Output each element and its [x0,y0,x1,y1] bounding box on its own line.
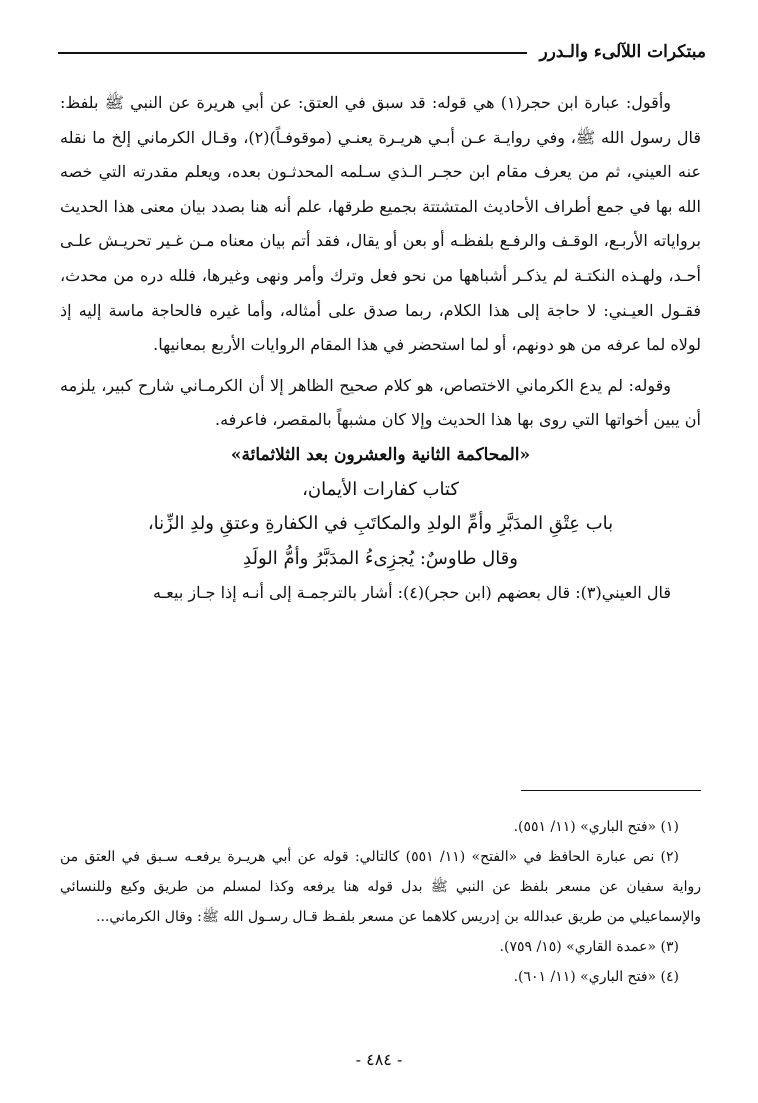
book-heading: كتاب كفارات الأيمان، [302,478,459,500]
paragraph-1: وأقول: عبارة ابن حجر(١) هي قوله: قد سبق في العتق: عن أبي هريرة عن النبي ﷺ بلفظ: قال رسول الله ﷺ، وفي روايـة عـن أبـي هريـرة يعنـي (موقوفـاً)(٢)، وقـال الكرماني إلخ ما نقله عنه العيني، ثم من يعرف مقام ابن حجـر الـذي سـلمه المحدثـون بعده، ويعلم مقدرته التي خصه الله بها في جمع أطراف الأحاديث المتشتتة بجميع طرقها، علم أنه هنا بصدد بيان معنى هذا الحديث برواياته الأربـع، الوقـف والرفـع بلفظـه أو بعن أو يقال، فقد أتم بيان معناه مـن غـير تحريـش علـى أحـد، ولهـذه النكتـة لم يذكـر أشباهها من نحو فعل وترك وأمر ونهى وغيرها، فلله دره من محدث، فقـول العيـني: لا حاجة إلى هذا الكلام، ربما صدق على أمثاله، وأما غيره فالحاجة ماسة إليه إذ لولاه لما عرفه من هو دونهم، أو لما استحضر في هذا المقام الروايات الأربع بمعانيها. [60,93,702,355]
footnotes [60,812,701,992]
chapter-heading: باب عِتْقِ المدَبَّرِ وأمِّ الولدِ والمكاتَبِ في الكفارةِ وعتقِ ولدِ الزِّنا، [147,513,614,535]
book-title: مبتكرات اللآلىء والـدرر [539,42,706,62]
footnote-rule [521,790,701,791]
paragraph-2: وقوله: لم يدع الكرماني الاختصاص، هو كلام صحيح الظاهر إلا أن الكرمـاني شارح كبير، يلزمه أن يبين أخواتها التي روى بها هذا الحديث وإلا كان مشبهاً بالمقصر، فاعرفه. [60,375,701,430]
page-number: - ٤٨٤ - [355,1050,403,1069]
footnote-4: (٤) «فتح الباري» (١١/ ٦٠١). [513,969,679,985]
quote-heading: وقال طاوسٌ: يُجزِىءُ المدَبَّرُ وأمُّ الولَدِ [243,547,518,569]
footnote-3: (٣) «عمدة القاري» (١٥/ ٧٥٩). [499,939,679,955]
running-header [58,30,706,62]
footnote-1: (١) «فتح الباري» (١١/ ٥٥١). [513,819,679,835]
footnote-2: (٢) نص عبارة الحافظ في «الفتح» (١١/ ٥٥١) كالتالي: قوله عن أبي هريـرة يرفعـه سـبق في العتق من رواية سفيان عن مسعر بلفظ عن النبي ﷺ بدل قوله هنا يرفعه وكذا لمسلم من طريق وكيع وللنسائي والإسماعيلي من طريق عبدالله بن إدريس كلاهما عن مسعر بلفـظ قـال رسـول الله ﷺ: وقال الكرماني... [60,849,701,925]
header-rule [58,52,527,54]
section-title: «المحاكمة الثانية والعشرون بعد الثلاثمائة» [230,444,531,465]
paragraph-3: قال العيني(٣): قال بعضهم (ابن حجر)(٤): أشار بالترجمـة إلى أنـه إذا جـاز بيعـه [153,583,671,603]
main-text [60,86,701,611]
